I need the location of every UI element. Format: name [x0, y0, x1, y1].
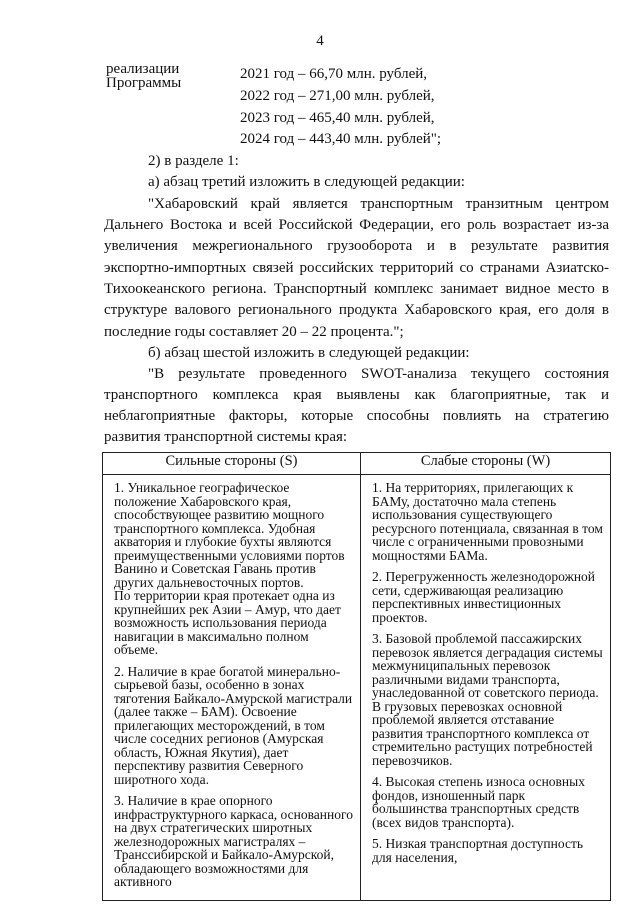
swot-table: [102, 452, 611, 901]
para-line: "В результате проведенного SWOT-анализа текущего состояния: [148, 366, 609, 382]
para-line: транспортного комплекса края выявлены как благоприятные, так и: [104, 387, 609, 403]
para-line: "Хабаровский край является транспортным транзитным центром: [148, 196, 609, 212]
funding-label: [106, 62, 181, 90]
section-heading: 2) в разделе 1:: [148, 153, 239, 169]
para-line: развития транспортной системы края:: [104, 429, 348, 445]
weakness-item: 4. Высокая степень износа основных фондов, изношенный парк большинства транспортных средств (всех видов транспорта).: [372, 774, 585, 830]
instruction-b: б) абзац шестой изложить в следующей редакции:: [148, 345, 470, 361]
para-line: неблагоприятные факторы, которые способны повлиять на стратегию: [104, 408, 609, 424]
para-line: Дальнего Востока и всей Российской Федерации, его роль возрастает из-за: [104, 217, 609, 233]
strength-item: 1. Уникальное географическое положение Хабаровского края, способствующее развитию мощного транспортного комплекса. Удобная акватория и глубокие бухты являются преимущественными условиями портов Ванино и Советская Гавань против других дальневосточных портов.: [114, 480, 345, 590]
funding-year-2021: 2021 год – 66,70 млн. рублей,: [240, 66, 428, 82]
weakness-item: 3. Базовой проблемой пассажирских перевозок является деградация системы межмуниципальных перевозок различными видами транспорта, унаследованной от советского периода. В грузовых перевозках основной проблемой является отставание развития транспортного комплекса от стремительно растущих потребностей перевозчиков.: [372, 631, 603, 768]
page-number: 4: [316, 33, 324, 49]
strength-item: 2. Наличие в крае богатой минерально-сырьевой базы, особенно в зонах тяготения Байкало-Амурской магистрали (далее также – БАМ). Освоение прилегающих месторождений, в том числе соседних регионов (Амурская область, Южная Якутия), дает перспективу развития Северного широтного хода.: [114, 663, 353, 787]
weakness-item: 5. Низкая транспортная доступность для населения,: [372, 836, 584, 865]
weaknesses-cell: [361, 475, 611, 901]
funding-label-line1: реализации: [106, 61, 180, 77]
para-line: структуре валового регионального продукта Хабаровского края, его доля в: [104, 302, 609, 318]
strength-item: 3. Наличие в крае опорного инфраструктурного каркаса, основанного на двух стратегических широтных железнодорожных магистралях – Транссибирской и Байкало-Амурской, обладающего возможностями для активного: [114, 793, 353, 889]
funding-year-2022: 2022 год – 271,00 млн. рублей,: [240, 88, 435, 104]
para-line: последние годы составляет 20 – 22 процента.";: [104, 324, 404, 340]
para-line: Тихоокеанского региона. Транспортный комплекс занимает видное место в: [104, 281, 609, 297]
instruction-a: а) абзац третий изложить в следующей редакции:: [148, 174, 465, 190]
strengths-header: Сильные стороны (S): [103, 453, 361, 475]
strengths-cell: [103, 475, 361, 901]
funding-year-2023: 2023 год – 465,40 млн. рублей,: [240, 110, 435, 126]
funding-label-line2: Программы: [106, 75, 182, 91]
funding-year-2024: 2024 год – 443,40 млн. рублей";: [240, 131, 442, 147]
strength-item: По территории края протекает одна из крупнейших рек Азии – Амур, что дает возможность использования периода навигации в максимально полном объеме.: [114, 588, 341, 657]
weaknesses-header: Слабые стороны (W): [361, 453, 611, 475]
para-line: увеличения межрегионального грузооборота и в результате развития: [104, 238, 609, 254]
weakness-item: 2. Перегруженность железнодорожной сети, сдерживающая реализацию перспективных инвестиционных проектов.: [372, 569, 596, 625]
para-line: экспортно-импортных связей российских территорий со странами Азиатско-: [104, 260, 609, 276]
weakness-item: 1. На территориях, прилегающих к БАМу, достаточно мала степень использования существующего ресурсного потенциала, связанная в том числе с ограниченными провозными мощностями БАМа.: [372, 480, 603, 563]
